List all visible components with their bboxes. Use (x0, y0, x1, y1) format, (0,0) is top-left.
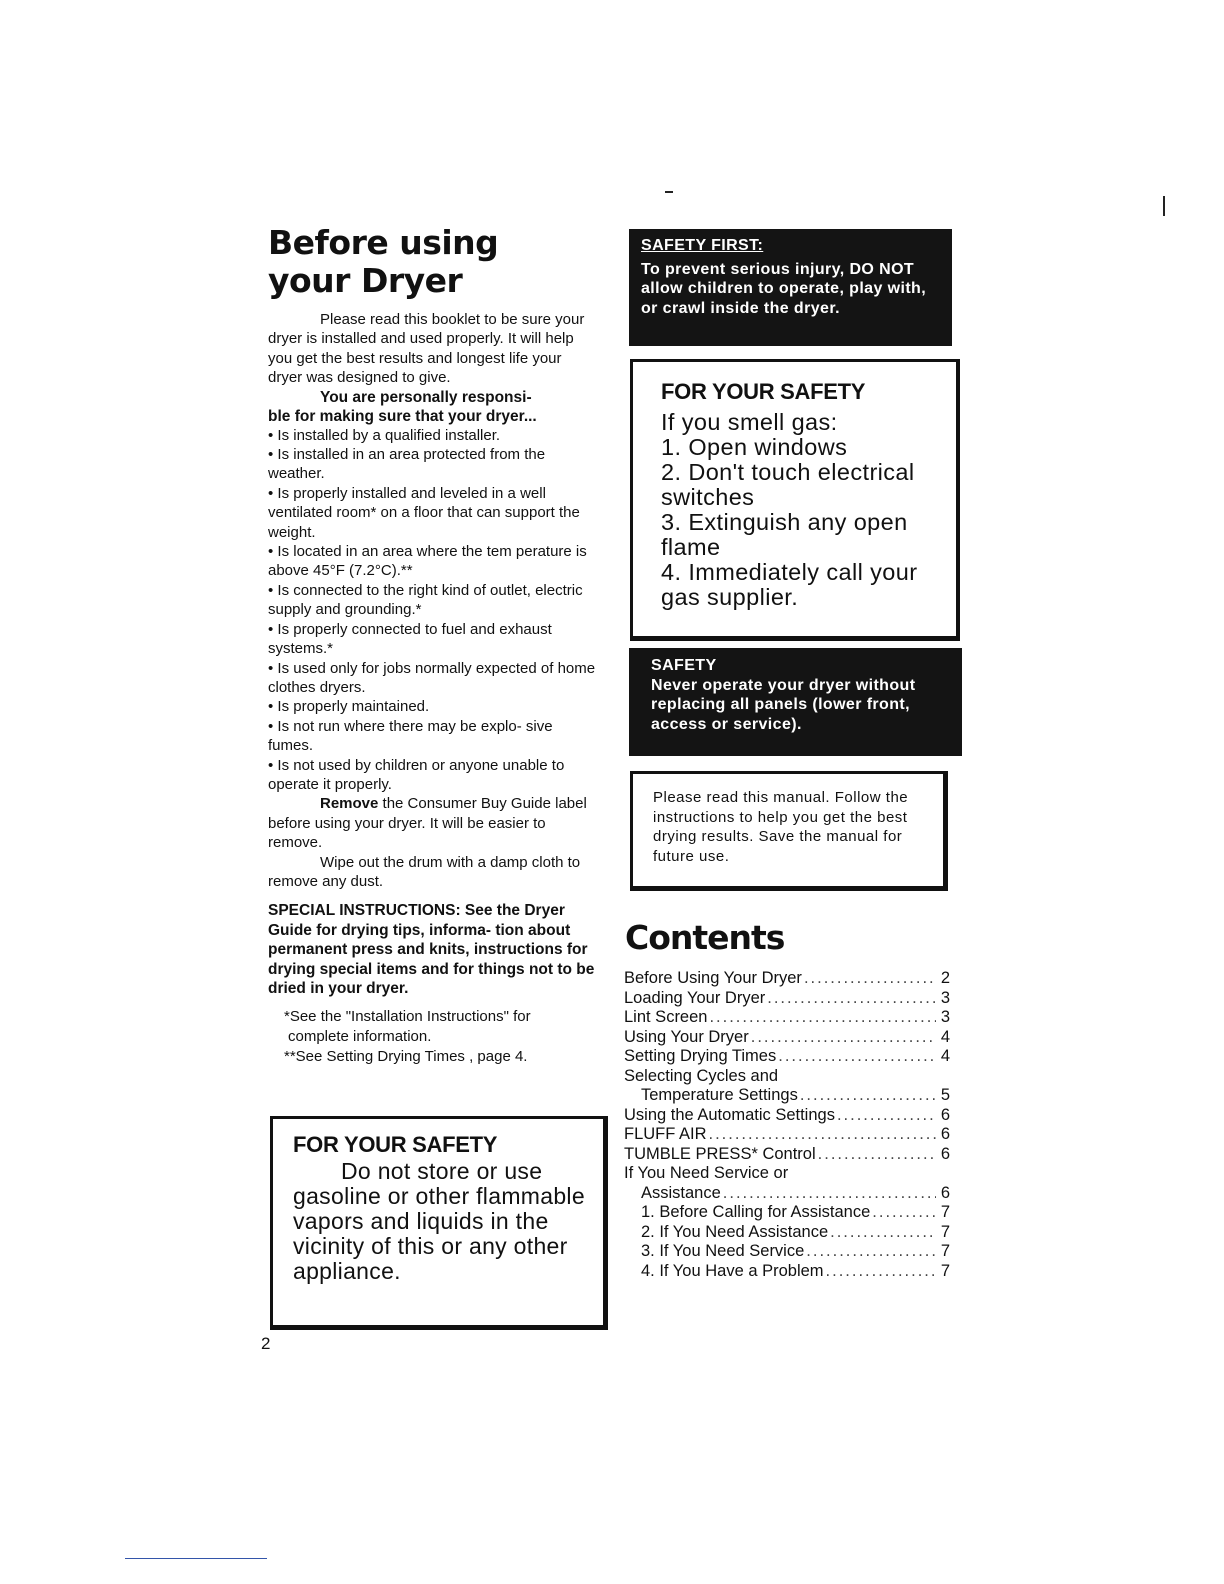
toc-page: 3 (940, 988, 950, 1007)
intro-paragraph: Please read this booklet to be sure your dryer is installed and used properly. It will help you get the best results and longest life your dryer was designed to give. (268, 311, 585, 387)
page-title (268, 224, 598, 300)
toc-item (624, 1067, 950, 1087)
toc-label: TUMBLE PRESS* Control (624, 1144, 816, 1163)
list-item: • Is properly maintained. (268, 697, 598, 716)
toc-label: Temperature Settings (641, 1086, 798, 1104)
list-item: • Is installed in an area protected from the weather. (268, 445, 598, 484)
scan-edge-mark (1163, 196, 1165, 216)
toc-label: Assistance (641, 1183, 721, 1202)
title-line-1: Before using (268, 223, 499, 262)
list-item: • Is connected to the right kind of outlet, electric supply and grounding.* (268, 581, 598, 620)
requirements-list (268, 426, 598, 795)
toc-item (624, 1223, 950, 1243)
panels-safety-box (629, 648, 962, 756)
toc-page: 6 (940, 1125, 950, 1143)
toc-leader (816, 1145, 936, 1165)
special-instructions: SPECIAL INSTRUCTIONS: See the Dryer Guide for drying tips, informa- tion about permanent press and knits, instructions for drying special items and for things not to be dried in your dryer. (268, 902, 595, 998)
toc-leader (707, 1125, 936, 1145)
toc-label: Setting Drying Times (624, 1047, 777, 1065)
toc-item (624, 1028, 950, 1048)
gas-line: 4. Immediately call your gas supplier. (661, 559, 918, 610)
remove-label-paragraph (268, 794, 598, 852)
toc-leader (802, 969, 936, 989)
toc-item (624, 1262, 950, 1282)
toc-label: 1. Before Calling for Assistance (641, 1203, 871, 1221)
toc-label: 2. If You Need Assistance (641, 1222, 829, 1241)
toc-label: Using Your Dryer (624, 1027, 749, 1046)
toc-item (624, 1125, 950, 1145)
toc-leader (824, 1262, 936, 1282)
list-item: • Is not run where there may be explo- sive fumes. (268, 717, 598, 756)
storage-safety-first: Do not store or use (341, 1158, 543, 1184)
toc-leader (721, 1184, 936, 1204)
toc-page: 7 (940, 1222, 950, 1241)
storage-safety-rest: gasoline or other flammable vapors and liquids in the vicinity of this or any other appliance. (293, 1183, 585, 1284)
gas-line: 1. Open windows (661, 434, 848, 460)
toc-item (624, 1145, 950, 1165)
storage-safety-box (270, 1116, 608, 1330)
storage-safety-title: FOR YOUR SAFETY (293, 1132, 498, 1157)
toc-leader (835, 1106, 936, 1126)
toc-label: Using the Automatic Settings (624, 1105, 835, 1124)
safety-first-box (629, 229, 952, 346)
toc-page: 6 (940, 1183, 950, 1202)
toc-leader (749, 1028, 936, 1048)
gas-line: If you smell gas: (661, 409, 838, 435)
gas-safety-title: FOR YOUR SAFETY (661, 379, 866, 404)
responsibility-rest: ble for making sure that your dryer... (268, 407, 537, 425)
safety-first-body: To prevent serious injury, DO NOT allow children to operate, play with, or crawl inside the dryer. (641, 260, 927, 317)
toc-leader (870, 1203, 936, 1223)
list-item: • Is properly installed and leveled in a well ventilated room* on a floor that can support the weight. (268, 484, 598, 542)
contents-title: Contents (625, 918, 785, 957)
responsibility-heading (268, 388, 598, 426)
list-item: • Is installed by a qualified installer. (268, 426, 598, 445)
toc-leader (707, 1008, 936, 1028)
toc-label: Selecting Cycles and (624, 1066, 779, 1085)
gas-line: 2. Don't touch electrical switches (661, 459, 915, 510)
toc-page: 3 (940, 1008, 950, 1026)
toc-item (624, 1203, 950, 1223)
toc-page: 7 (940, 1242, 950, 1260)
footer-rule (125, 1558, 267, 1559)
footnote-2: **See Setting Drying Times , page 4. (284, 1047, 528, 1065)
toc-page: 7 (940, 1203, 950, 1221)
gas-safety-box (630, 359, 960, 641)
toc-leader (776, 1047, 936, 1067)
gas-line: 3. Extinguish any open flame (661, 509, 908, 560)
toc-label: Lint Screen (624, 1008, 708, 1026)
remove-rest: the Consumer Buy Guide label before using your dryer. It will be easier to remove. (268, 795, 587, 852)
gas-safety-list (661, 410, 956, 610)
footnote-1a: *See the "Installation Instructions" for (284, 1007, 531, 1025)
toc-leader (765, 989, 936, 1009)
toc-page: 2 (940, 969, 950, 987)
page-number: 2 (261, 1334, 271, 1353)
toc-item (624, 969, 950, 989)
storage-safety-body (293, 1159, 603, 1284)
title-line-2: your Dryer (268, 261, 463, 300)
wipe-paragraph: Wipe out the drum with a damp cloth to remove any dust. (268, 853, 581, 890)
safety-first-title: SAFETY FIRST: (641, 237, 764, 254)
footnote-1b: complete information. (288, 1027, 432, 1045)
toc-leader (798, 1086, 936, 1106)
list-item: • Is used only for jobs normally expected of home clothes dryers. (268, 659, 598, 698)
left-column (268, 224, 598, 1067)
toc-item (624, 1086, 950, 1106)
toc-label: Loading Your Dryer (624, 988, 766, 1007)
toc-item (624, 1106, 950, 1126)
toc-page: 4 (940, 1027, 950, 1046)
toc-label: 3. If You Need Service (641, 1242, 805, 1260)
toc-label: 4. If You Have a Problem (641, 1261, 824, 1280)
toc-label: Before Using Your Dryer (624, 969, 802, 987)
toc-item (624, 1184, 950, 1204)
toc-item (624, 1047, 950, 1067)
toc-item (624, 1242, 950, 1262)
toc-page: 6 (940, 1105, 950, 1124)
read-manual-notice: Please read this manual. Follow the instructions to help you get the best drying results. Save the manual for future use. (630, 771, 948, 891)
toc-page: 7 (940, 1261, 950, 1280)
toc-page: 6 (940, 1144, 950, 1163)
scan-speck (665, 191, 673, 193)
remove-bold: Remove (320, 795, 379, 813)
footnotes (268, 1007, 598, 1067)
list-item: • Is not used by children or anyone unable to operate it properly. (268, 756, 598, 795)
list-item: • Is located in an area where the tem perature is above 45°F (7.2°C).** (268, 542, 598, 581)
panels-safety-body: Never operate your dryer without replacing all panels (lower front, access or service). (651, 676, 916, 733)
toc-page: 5 (940, 1086, 950, 1104)
toc-label: FLUFF AIR (624, 1125, 707, 1143)
responsibility-lead: You are personally responsi- (320, 388, 532, 406)
toc-label: If You Need Service or (624, 1164, 789, 1182)
toc-leader (804, 1242, 936, 1262)
table-of-contents (624, 969, 950, 1281)
toc-page: 4 (940, 1047, 950, 1065)
list-item: • Is properly connected to fuel and exhaust systems.* (268, 620, 598, 659)
toc-item (624, 989, 950, 1009)
toc-item (624, 1164, 950, 1184)
toc-leader (828, 1223, 936, 1243)
toc-item (624, 1008, 950, 1028)
panels-safety-title: SAFETY (651, 657, 717, 674)
